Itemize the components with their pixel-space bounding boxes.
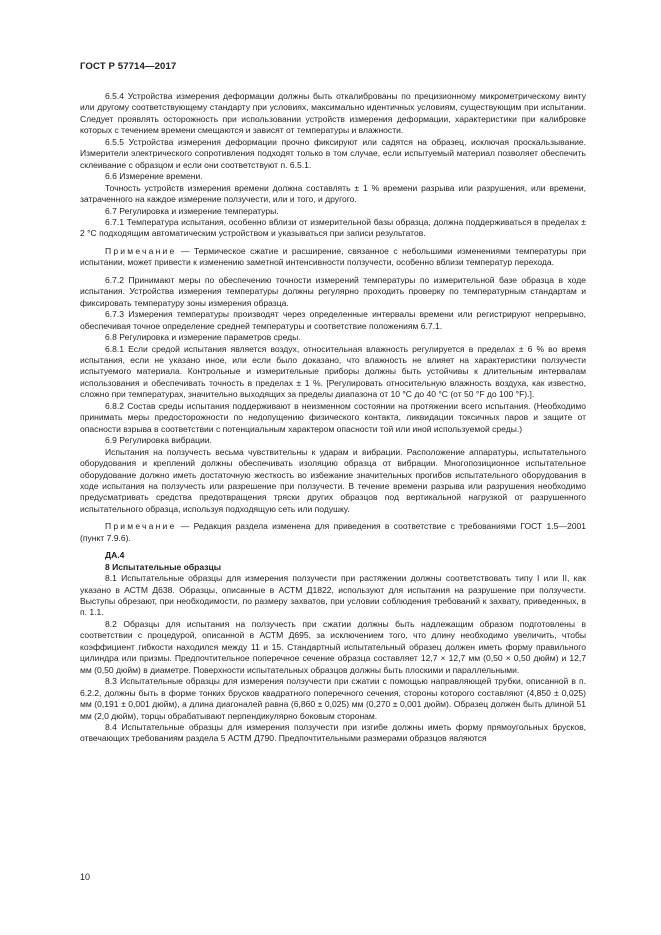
paragraph-8-2: 8.2 Образцы для испытания на ползучесть при сжатии должны быть надлежащим образом подготовлены в соответствии с процедурой, описанной в АСТМ Д695, за исключением того, что длину необходимо увеличить, чтобы коэффициент гибкости находился между 11 и 15. Стандартный испытательный образец должен иметь форму правильного цилиндра или призмы. Предпочтительное поперечное сечение образца составляет 12,7 × 12,7 мм (0,50 × 0,50 дюйм) и 12,7 мм (0,50 дюйм) в диаметре. Поверхности испытательных образцов должны быть плоскими и параллельными. (80, 618, 586, 675)
paragraph-6-6-text: Точность устройств измерения времени должна составлять ± 1 % времени разрыва или разрушения, или времени, затраченного на каждое измерение ползучести, или и того, и другого. (80, 182, 586, 205)
paragraph-8-1: 8.1 Испытательные образцы для измерения ползучести при растяжении должны соответствовать типу I или II, как указано в АСТМ Д638. Образцы, описанные в АСТМ Д1822, используют для испытания на разрушение при ползучести. Выступы обрезают, при необходимости, по размеру захватов, при условии соблюдения требований к захвату, приведенных, в п. 1.1. (80, 573, 586, 618)
section-label: ДА.4 (105, 550, 125, 561)
paragraph-8-3: 8.3 Испытательные образцы для измерения ползучести при сжатии с помощью направляющей трубки, описанной в п. 6.2.2, должны быть в форме тонких брусков квадратного поперечного сечения, стороны которого составляют (4,850 ± 0,025) мм (0,191 ± 0,001 дюйм), а длина диагоналей равна (6,860 ± 0,025) мм (0,270 ± 0,001 дюйм). Образец должен быть длиной 51 мм (2,0 дюйм), торцы обрабатывают перпендикулярно боковым сторонам. (80, 676, 586, 721)
document-header: ГОСТ Р 57714—2017 (80, 61, 177, 72)
paragraph-6-8-1: 6.8.1 Если средой испытания является воздух, относительная влажность регулируется в пределах ± 6 % во время испытания, если не указано иное, или если было доказано, что влажность не влияет на характеристики ползучести испытуемого материала. Контрольные и измерительные приборы должны быть устойчивы к длительным интервалам использования и обеспечивать точность в пределах ± 1 %. [Регулировать относительную влажность воздуха, как известно, сложно при температурах, значительно выходящих за пределы диапазона от 10 °С до 40 °С (от 50 °F до 100 °F).]. (80, 343, 586, 400)
paragraph-6-5-4: 6.5.4 Устройства измерения деформации должны быть откалиброваны по прецизионному микрометрическому винту или другому соответствующему стандарту при условиях, максимально идентичных условиям, существующим при испытании. Следует проявлять осторожность при использовании устройств измерения деформации, характеристики при калибровке которых с течением времени смещаются и зависят от температуры и влажности. (80, 91, 586, 136)
paragraph-6-5-5: 6.5.5 Устройства измерения деформации прочно фиксируют или садятся на образец, исключая проскальзывание. Измерители электрического сопротивления подходят только в том случае, если испытуемый материал позволяет обеспечить склеивание с образцом и если они соответствуют п. 6.5.1. (80, 136, 586, 170)
section-title: 8 Испытательные образцы (105, 561, 222, 572)
note-2-text: — Редакция раздела изменена для приведения в соответствие с требованиями ГОСТ 1.5—2001 (пункт 7.9.6). (80, 521, 586, 543)
paragraph-6-7: 6.7 Регулировка и измерение температуры. (105, 205, 279, 216)
note-1-label: Примечание (105, 245, 177, 256)
note-1 (80, 246, 586, 269)
paragraph-6-6: 6.6 Измерение времени. (105, 171, 203, 182)
document-body (80, 91, 586, 745)
paragraph-6-8: 6.8 Регулировка и измерение параметров среды. (105, 332, 301, 343)
note-2 (80, 521, 586, 544)
paragraph-6-7-2: 6.7.2 Принимают меры по обеспечению точности измерений температуры по измерительной базе образца в ходе испытания. Устройства измерения температуры должны регулярно проходить проверку по температурным стандартам и фиксировать температуру зоны измерения образца. (80, 274, 586, 308)
note-2-label: Примечание (105, 521, 177, 532)
paragraph-6-9: 6.9 Регулировка вибрации. (105, 435, 212, 446)
paragraph-6-7-1: 6.7.1 Температура испытания, особенно вблизи от измерительной базы образца, должна поддерживаться в пределах ± 2 °С подходящим автоматическим устройством и указываться при записи результатов. (80, 216, 586, 239)
page-number: 10 (80, 872, 91, 882)
note-1-text: — Термическое сжатие и расширение, связанное с небольшими изменениями температуры при испытании, может привести к изменению заметной интенсивности ползучести, особенно вблизи температур перехода. (80, 245, 586, 268)
paragraph-8-4: 8.4 Испытательные образцы для измерения ползучести при изгибе должны иметь форму прямоугольных брусков, отвечающих требованиям раздела 5 АСТМ Д790. Предпочтительными размерами образцов являются (80, 722, 586, 744)
paragraph-6-7-3: 6.7.3 Измерения температуры производят через определенные интервалы времени или регистрируют непрерывно, обеспечивая точное определение средней температуры и соответствие положениям 6.7.1. (80, 309, 586, 331)
paragraph-6-9-text: Испытания на ползучесть весьма чувствительны к ударам и вибрации. Расположение аппаратуры, испытательного оборудования и креплений должны обеспечивать изоляцию образца от вибрации. Многопозиционное испытательное оборудование должно иметь достаточную жесткость во избежание значительных прогибов испытательного оборудования в ходе испытания на ползучесть или разрешение при ползучести. В течение времени разрыва или разрушения необходимо предусматривать средства предотвращения тряски других образцов под вертикальной нагрузкой от разрушенного испытательного образца, используя подходящую сеть или подушку. (80, 446, 586, 514)
paragraph-6-8-2: 6.8.2 Состав среды испытания поддерживают в неизменном состоянии на протяжении всего испытания. (Необходимо принимать меры предосторожности по недопущению физического контакта, ликвидации токсичных паров и защите от опасности взрыва в соответствии с потенциальным характером опасности той или иной используемой среды.) (80, 400, 586, 434)
